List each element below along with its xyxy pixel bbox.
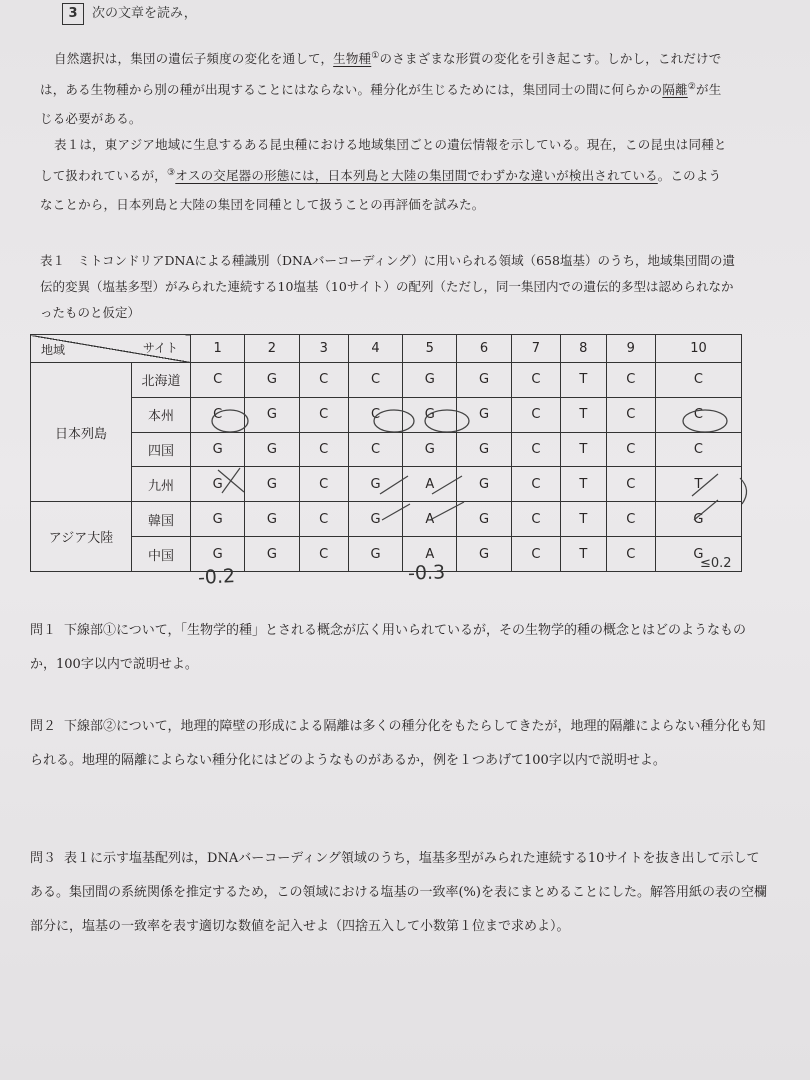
base-cell: C <box>348 362 402 397</box>
base-cell: C <box>191 362 245 397</box>
passage-text: 表１は，東アジア地域に生息するある昆虫種における地域集団ごとの遺伝情報を示している。現在，この昆虫は同種として扱われているが， <box>40 137 727 184</box>
base-cell: T <box>561 397 606 432</box>
base-cell: C <box>655 362 741 397</box>
passage-paragraph-1 <box>40 42 730 133</box>
base-cell: C <box>299 397 348 432</box>
base-cell: C <box>606 432 655 467</box>
marker-1: ① <box>371 51 380 61</box>
table-caption: 表１ ミトコンドリアDNAによる種識別（DNAバーコーディング）に用いられる領域（658塩基）のうち，地域集団間の遺伝的変異（塩基多型）がみられた連続する10塩基（10サイト）の配列（ただし，同一集団内での遺伝的多型は認められなかったものと仮定） <box>40 253 735 320</box>
base-cell: G <box>403 362 457 397</box>
base-cell: C <box>299 502 348 537</box>
site-header-cell: 6 <box>457 335 511 363</box>
subregion-cell: 北海道 <box>132 362 191 397</box>
base-cell: C <box>511 467 560 502</box>
base-cell: G <box>655 537 741 572</box>
subregion-cell: 中国 <box>132 537 191 572</box>
table-row <box>31 397 742 432</box>
base-cell: G <box>245 467 299 502</box>
section-instruction: 次の文章を読み， <box>92 6 197 21</box>
passage-text: 。このようなことから，日本列島と大陸の集団を同種として扱うことの再評価を試みた。 <box>40 168 722 213</box>
base-cell: A <box>403 502 457 537</box>
question-text: 下線部①について，「生物学的種」とされる概念が広く用いられているが，その生物学的種の概念とはどのようなものか，100字以内で説明せよ。 <box>30 623 746 672</box>
base-cell: C <box>511 397 560 432</box>
base-cell: C <box>511 362 560 397</box>
handwritten-note-2: -0.3 <box>407 561 446 585</box>
site-header-cell: 7 <box>511 335 560 363</box>
table-row <box>31 432 742 467</box>
base-cell: G <box>245 502 299 537</box>
passage-text: のさまざまな形質の変化を引き起こす。しかし，これだけでは，ある生物種から別の種が出現することにはならない。種分化が生じるためには，集団同士の間に何らかの <box>40 51 722 98</box>
question-text: 下線部②について，地理的障壁の形成による隔離は多くの種分化をもたらしてきたが，地理的隔離によらない種分化も知られる。地理的隔離によらない種分化にはどのようなものがあるか，例を１つあげて100字以内で説明せよ。 <box>30 719 766 768</box>
question-1 <box>30 614 770 682</box>
site-header-cell: 9 <box>606 335 655 363</box>
handwritten-note-1: -0.2 <box>197 565 236 589</box>
base-cell: C <box>511 432 560 467</box>
base-cell: G <box>191 432 245 467</box>
base-cell: C <box>606 502 655 537</box>
site-header-cell: 3 <box>299 335 348 363</box>
base-cell: C <box>655 432 741 467</box>
subregion-cell: 九州 <box>132 467 191 502</box>
site-header-cell: 10 <box>655 335 741 363</box>
table-row <box>31 467 742 502</box>
base-cell: A <box>403 537 457 572</box>
question-text: 表１に示す塩基配列は，DNAバーコーディング領域のうち，塩基多型がみられた連続する10サイトを抜き出して示してある。集団間の系統関係を推定するため，この領域における塩基の一致率(%)を表にまとめることにした。解答用紙の表の空欄部分に，塩基の一致率を表す適切な数値を記入せよ（四捨五入して小数第１位まで求めよ）。 <box>30 851 767 934</box>
base-cell: G <box>191 467 245 502</box>
region-group-cell: 日本列島 <box>31 362 132 501</box>
site-header-cell: 8 <box>561 335 606 363</box>
base-cell: G <box>191 537 245 572</box>
base-cell: C <box>511 502 560 537</box>
region-header: 地域 <box>41 342 66 357</box>
subregion-cell: 本州 <box>132 397 191 432</box>
base-sequence-table <box>30 334 742 572</box>
question-label: 問２ <box>30 719 57 734</box>
base-cell: T <box>561 362 606 397</box>
base-cell: G <box>191 502 245 537</box>
base-cell: C <box>299 362 348 397</box>
base-cell: G <box>245 362 299 397</box>
base-cell: G <box>348 502 402 537</box>
question-2 <box>30 710 770 778</box>
base-cell: G <box>457 362 511 397</box>
base-cell: G <box>457 467 511 502</box>
passage-text: が生じる必要がある。 <box>40 82 722 127</box>
subregion-cell: 韓国 <box>132 502 191 537</box>
base-cell: T <box>561 502 606 537</box>
handwritten-note-3: ≤0.2 <box>700 556 732 571</box>
base-cell: C <box>511 537 560 572</box>
subregion-cell: 四国 <box>132 432 191 467</box>
question-3 <box>30 842 770 944</box>
marker-2: ② <box>687 82 696 93</box>
base-cell: C <box>299 467 348 502</box>
table-row <box>31 362 742 397</box>
base-cell: C <box>348 432 402 467</box>
base-cell: C <box>606 397 655 432</box>
base-cell: T <box>655 467 741 502</box>
base-cell: A <box>403 467 457 502</box>
marker-3: ③ <box>167 168 176 178</box>
base-cell: G <box>655 502 741 537</box>
base-cell: T <box>561 537 606 572</box>
table-row <box>31 537 742 572</box>
table-corner-cell <box>31 335 191 363</box>
base-cell: G <box>245 537 299 572</box>
base-cell: G <box>457 537 511 572</box>
site-header: サイト <box>142 341 178 355</box>
table-row <box>31 502 742 537</box>
base-cell: C <box>606 467 655 502</box>
site-header-cell: 2 <box>245 335 299 363</box>
region-group-cell: アジア大陸 <box>31 502 132 572</box>
site-header-cell: 1 <box>191 335 245 363</box>
base-cell: C <box>299 537 348 572</box>
base-cell: C <box>299 432 348 467</box>
base-cell: G <box>403 432 457 467</box>
base-cell: G <box>457 397 511 432</box>
base-cell: C <box>606 537 655 572</box>
base-cell: G <box>348 467 402 502</box>
passage-text: 自然選択は，集団の遺伝子頻度の変化を通して， <box>54 51 334 67</box>
base-cell: G <box>245 397 299 432</box>
table-header-row <box>31 335 742 363</box>
underline-3: オスの交尾器の形態には，日本列島と大陸の集団間でわずかな違いが検出されている <box>175 168 658 184</box>
base-cell: C <box>655 397 741 432</box>
question-label: 問３ <box>30 851 57 866</box>
base-cell: T <box>561 467 606 502</box>
base-cell: G <box>457 432 511 467</box>
question-label: 問１ <box>30 623 57 638</box>
base-cell: C <box>606 362 655 397</box>
base-cell: C <box>348 397 402 432</box>
base-cell: G <box>245 432 299 467</box>
section-header <box>62 2 197 25</box>
passage-paragraph-2 <box>40 130 730 219</box>
base-cell: T <box>561 432 606 467</box>
site-header-cell: 5 <box>403 335 457 363</box>
base-cell: G <box>348 537 402 572</box>
question-number: 3 <box>62 3 84 25</box>
site-header-cell: 4 <box>348 335 402 363</box>
base-cell: G <box>403 397 457 432</box>
base-cell: C <box>191 397 245 432</box>
underline-1: 生物種 <box>333 51 372 67</box>
base-cell: G <box>457 502 511 537</box>
underline-2: 隔離 <box>662 82 688 98</box>
